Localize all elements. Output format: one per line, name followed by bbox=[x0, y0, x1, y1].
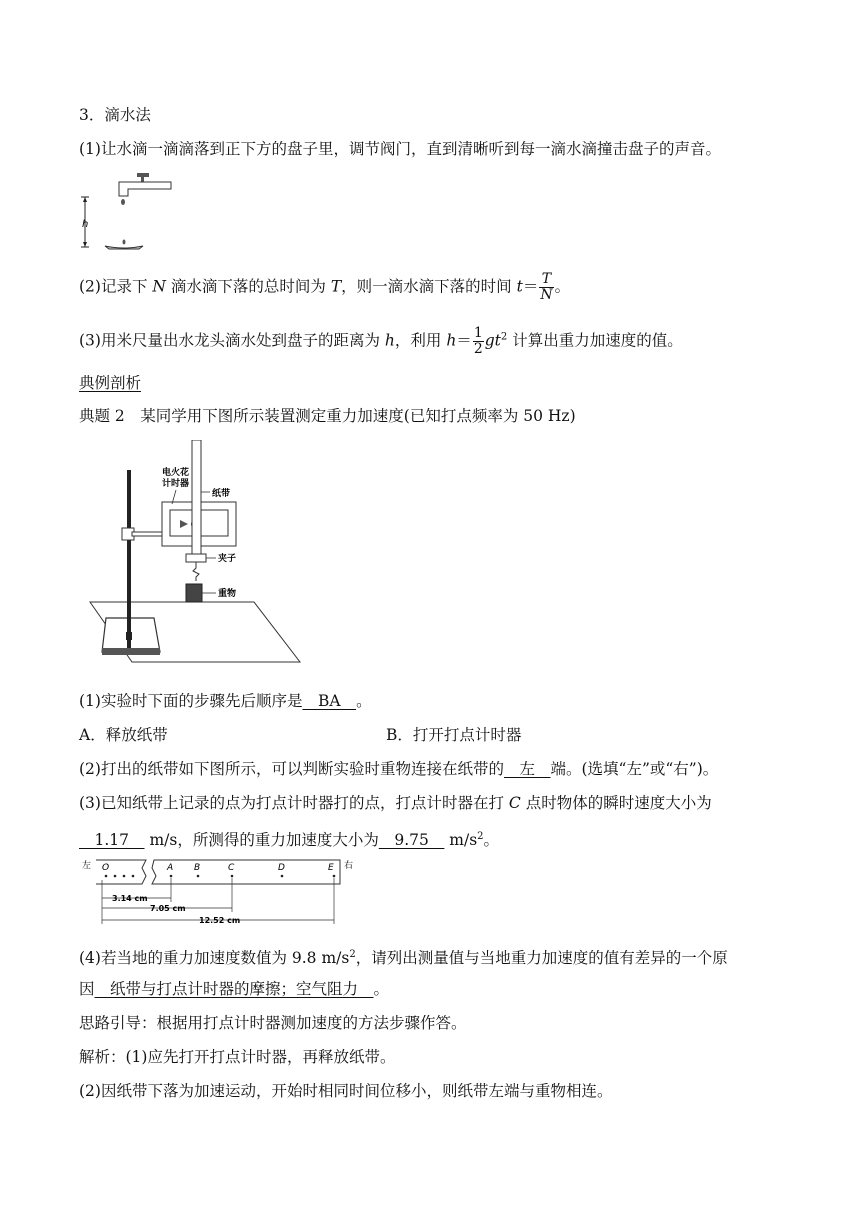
question-2: (2)打出的纸带如下图所示，可以判断实验时重物连接在纸带的__左__端。(选填“左”或“右”)。 bbox=[79, 760, 719, 778]
paper-tape-figure bbox=[82, 856, 360, 928]
answer-1: __BA__ bbox=[302, 692, 357, 710]
answer-2: __左__ bbox=[503, 760, 551, 778]
question-4-line-1: (4)若当地的重力加速度数值为 9.8 $m/s^2$，请列出测量值与当地重力加速度的值有差异的一个原 bbox=[79, 949, 728, 968]
answer-3b: __9.75__ bbox=[378, 831, 445, 850]
question-3-line-2: __1.17__ m/s，所测得的重力加速度大小为__9.75__ $m/s^2$。 bbox=[79, 831, 500, 850]
section-heading: 3．滴水法 bbox=[79, 106, 151, 124]
timer-label-1: 电火花 bbox=[162, 468, 190, 478]
question-4-line-2: 因__纸带与打点计时器的摩擦；空气阻力__。 bbox=[79, 980, 390, 998]
point-B: B bbox=[194, 863, 201, 873]
tape-right-label: 右 bbox=[344, 861, 354, 871]
option-b: B．打开打点计时器 bbox=[386, 726, 522, 744]
dist-OA: 3.14 cm bbox=[112, 894, 148, 903]
answer-3a: __1.17__ bbox=[79, 831, 145, 850]
tape-left-label: 左 bbox=[82, 861, 92, 871]
point-C: C bbox=[228, 863, 235, 873]
question-1: (1)实验时下面的步骤先后顺序是__BA__。 bbox=[79, 692, 372, 710]
step-1-text: (1)让水滴一滴滴落到正下方的盘子里，调节阀门，直到清晰听到每一滴水滴撞击盘子的声音。 bbox=[79, 140, 721, 158]
fraction-one-half: $\frac{1}{2}$ bbox=[473, 325, 483, 357]
tape-label: 纸带 bbox=[212, 489, 231, 499]
option-a: A．释放纸带 bbox=[79, 726, 168, 744]
hint-text: 思路引导：根据用打点计时器测加速度的方法步骤作答。 bbox=[79, 1014, 467, 1032]
point-A: A bbox=[167, 863, 174, 873]
answer-4: __纸带与打点计时器的摩擦；空气阻力__ bbox=[94, 980, 374, 998]
apparatus-figure bbox=[88, 440, 308, 670]
analysis-line-1: 解析：(1)应先打开打点计时器，再释放纸带。 bbox=[79, 1048, 396, 1066]
timer-label-2: 计时器 bbox=[162, 479, 190, 489]
weight-label: 重物 bbox=[218, 589, 237, 599]
point-D: D bbox=[278, 863, 285, 873]
faucet-figure bbox=[79, 170, 179, 252]
point-E: E bbox=[328, 863, 334, 873]
dist-OC: 7.05 cm bbox=[150, 904, 186, 913]
height-label: h bbox=[82, 219, 89, 230]
dist-OE: 12.52 cm bbox=[199, 916, 241, 925]
step-2-text: (2)记录下 N 滴水滴下落的总时间为 T，则一滴水滴下落的时间 t＝ $\frac{T}{N}$ 。 bbox=[79, 271, 571, 303]
example-heading: 典例剖析 bbox=[79, 374, 142, 392]
example-title: 典题 2 某同学用下图所示装置测定重力加速度(已知打点频率为 50 Hz) bbox=[79, 407, 576, 425]
step-3-text: (3)用米尺量出水龙头滴水处到盘子的距离为 h，利用 h＝ $\frac{1}{2}$ $gt^2$ 计算出重力加速度的值。 bbox=[79, 325, 683, 357]
point-O: O bbox=[102, 863, 110, 873]
fraction-T-over-N: $\frac{T}{N}$ bbox=[540, 271, 553, 303]
clip-label: 夹子 bbox=[218, 554, 237, 564]
analysis-line-2: (2)因纸带下落为加速运动，开始时相同时间位移小，则纸带左端与重物相连。 bbox=[79, 1082, 613, 1100]
question-3-line-1: (3)已知纸带上记录的点为打点计时器打的点，打点计时器在打 C 点时物体的瞬时速度大小为 bbox=[79, 794, 712, 812]
